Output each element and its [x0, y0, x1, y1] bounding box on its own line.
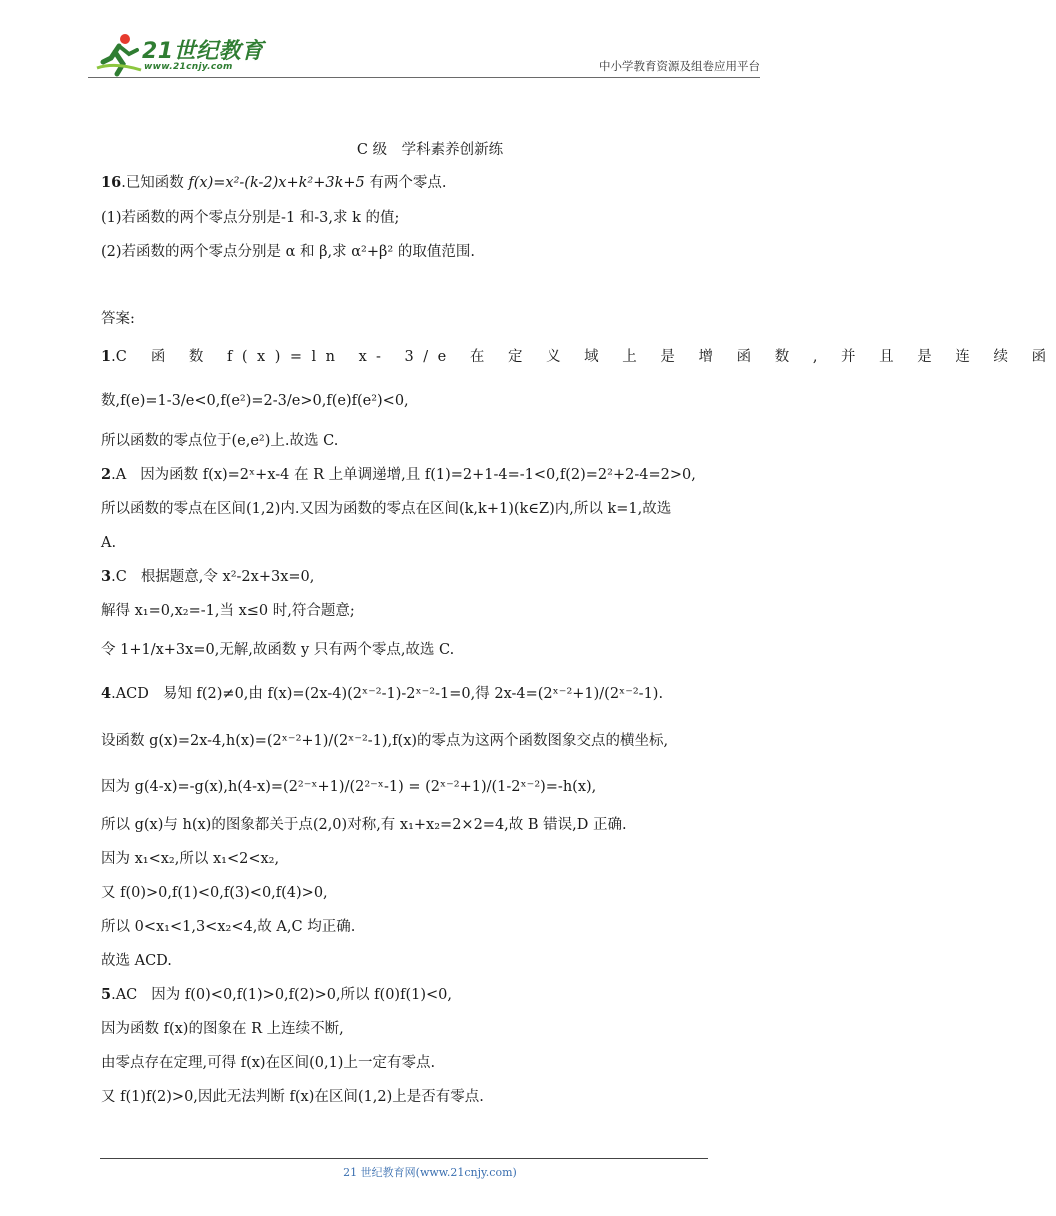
header-tagline: 中小学教育资源及组卷应用平台: [599, 59, 760, 73]
answer-1-line-2: 数,f(e)=1-3/e<0,f(e²)=2-3/e>0,f(e)f(e²)<0,: [101, 393, 409, 409]
answer-4-line-2: 设函数 g(x)=2x-4,h(x)=(2ˣ⁻²+1)/(2ˣ⁻²-1),f(x)的零点为这两个函数图象交点的横坐标,: [101, 733, 669, 749]
answer-1-line-3: 所以函数的零点位于(e,e²)上.故选 C.: [101, 433, 339, 449]
answer-text: 因为函数 f(x)=2ˣ+x-4 在 R 上单调递增,且 f(1)=2+1-4=-1<0,f(2)=2²+2-4=2>0,: [140, 467, 696, 483]
answer-text: 根据题意,令 x²-2x+3x=0,: [140, 569, 315, 585]
problem-stem-suffix: 有两个零点.: [364, 175, 447, 191]
answer-number: 1: [101, 348, 112, 365]
section-title: C 级 学科素养创新练: [356, 142, 504, 158]
answer-5-line-1: [101, 985, 452, 1005]
problem-part-1: (1)若函数的两个零点分别是-1 和-3,求 k 的值;: [101, 210, 400, 226]
answer-4-line-7: 所以 0<x₁<1,3<x₂<4,故 A,C 均正确.: [101, 919, 356, 935]
site-logo[interactable]: [95, 32, 270, 76]
answer-4-line-8: 故选 ACD.: [101, 953, 172, 969]
answer-number: 3: [101, 568, 112, 585]
answer-2-line-2: 所以函数的零点在区间(1,2)内.又因为函数的零点在区间(k,k+1)(k∈Z)内,所以 k=1,故选: [101, 501, 672, 517]
header-divider: [88, 77, 760, 78]
problem-number: 16: [101, 174, 122, 191]
answer-4-line-5: 因为 x₁<x₂,所以 x₁<2<x₂,: [101, 851, 280, 867]
answer-text: 易知 f(2)≠0,由 f(x)=(2x-4)(2ˣ⁻²-1)-2ˣ⁻²-1=0,得 2x-4=(2ˣ⁻²+1)/(2ˣ⁻²-1).: [162, 686, 664, 702]
answer-5-line-2: 因为函数 f(x)的图象在 R 上连续不断,: [101, 1021, 344, 1037]
page-header: [95, 30, 760, 78]
answer-3-line-1: [101, 567, 314, 587]
problem-part-2: (2)若函数的两个零点分别是 α 和 β,求 α²+β² 的取值范围.: [101, 244, 475, 260]
footer-divider: [100, 1158, 708, 1159]
answer-choice: .AC: [111, 987, 138, 1003]
answer-2-line-3: A.: [101, 535, 117, 551]
footer-link[interactable]: 21 世纪教育网(www.21cnjy.com): [343, 1166, 517, 1179]
answer-text: 函 数 f(x)=ln x- 3/e 在 定 义 域 上 是 增 函 数 , 并 且 是 连 续 函: [150, 349, 1056, 365]
answer-number: 2: [101, 466, 112, 483]
answer-4-line-3: 因为 g(4-x)=-g(x),h(4-x)=(2²⁻ˣ+1)/(2²⁻ˣ-1) = (2ˣ⁻²+1)/(1-2ˣ⁻²)=-h(x),: [101, 779, 597, 795]
answer-choice: .C: [111, 349, 127, 365]
answer-text: 因为 f(0)<0,f(1)>0,f(2)>0,所以 f(0)f(1)<0,: [151, 987, 452, 1003]
answer-4-line-1: [101, 684, 663, 704]
problem-function: f(x)=x²-(k-2)x+k²+3k+5: [188, 175, 365, 191]
answer-number: 4: [101, 685, 112, 702]
runner-icon: [95, 32, 143, 76]
answer-2-line-1: [101, 465, 696, 485]
answer-4-line-4: 所以 g(x)与 h(x)的图象都关于点(2,0)对称,有 x₁+x₂=2×2=4,故 B 错误,D 正确.: [101, 817, 627, 833]
logo-url: www.21cnjy.com: [144, 62, 233, 72]
answer-5-line-4: 又 f(1)f(2)>0,因此无法判断 f(x)在区间(1,2)上是否有零点.: [101, 1089, 484, 1105]
answer-choice: .ACD: [111, 686, 149, 702]
answer-number: 5: [101, 986, 112, 1003]
problem-stem: [101, 173, 446, 193]
logo-wordmark: 21世纪教育: [142, 39, 264, 64]
problem-stem-prefix: .已知函数: [121, 175, 189, 191]
answer-choice: .C: [111, 569, 127, 585]
answer-3-line-3: 令 1+1/x+3x=0,无解,故函数 y 只有两个零点,故选 C.: [101, 642, 455, 658]
answer-1-line-1: [101, 347, 1056, 367]
answer-4-line-6: 又 f(0)>0,f(1)<0,f(3)<0,f(4)>0,: [101, 885, 328, 901]
answer-5-line-3: 由零点存在定理,可得 f(x)在区间(0,1)上一定有零点.: [101, 1055, 436, 1071]
answer-3-line-2: 解得 x₁=0,x₂=-1,当 x≤0 时,符合题意;: [101, 603, 355, 619]
answers-label: 答案:: [101, 311, 135, 327]
answer-choice: .A: [111, 467, 127, 483]
